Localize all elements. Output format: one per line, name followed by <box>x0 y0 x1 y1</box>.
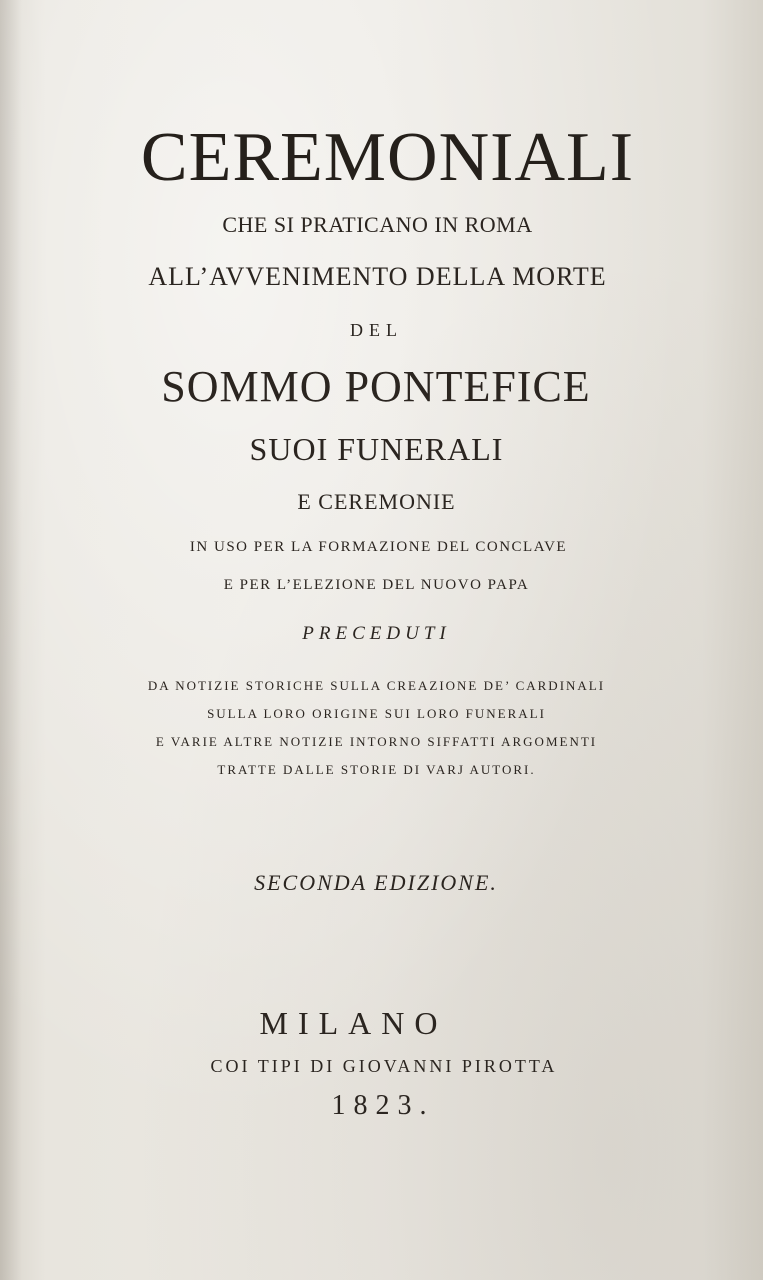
description-line-3: E VARIE ALTRE NOTIZIE INTORNO SIFFATTI ARGOMENTI <box>155 734 598 749</box>
description-line-2: SULLA LORO ORIGINE SUI LORO FUNERALI <box>207 706 546 721</box>
subtitle-line-1: CHE SI PRATICANO IN ROMA <box>222 212 533 237</box>
imprint-printer: COI TIPI DI GIOVANNI PIROTTA <box>210 1056 558 1076</box>
subtitle-line-6: E CEREMONIE <box>297 489 456 514</box>
description-line-1: DA NOTIZIE STORICHE SULLA CREAZIONE DE’ CARDINALI <box>147 678 606 693</box>
imprint-year: 1823. <box>331 1090 435 1121</box>
subtitle-line-8: E PER L’ELEZIONE DEL NUOVO PAPA <box>223 577 530 593</box>
book-title: CEREMONIALI <box>140 119 635 196</box>
subtitle-line-4: SOMMO PONTEFICE <box>161 362 591 411</box>
subtitle-line-5: SUOI FUNERALI <box>249 431 504 467</box>
edition-note: SECONDA EDIZIONE. <box>254 870 498 895</box>
subtitle-line-3: DEL <box>350 320 403 340</box>
subtitle-line-7: IN USO PER LA FORMAZIONE DEL CONCLAVE <box>189 539 568 555</box>
imprint-city: MILANO <box>259 1005 448 1041</box>
subtitle-line-9: PRECEDUTI <box>302 623 451 644</box>
description-line-4: TRATTE DALLE STORIE DI VARJ AUTORI. <box>217 762 536 777</box>
subtitle-line-2: ALL’AVVENIMENTO DELLA MORTE <box>148 262 607 291</box>
